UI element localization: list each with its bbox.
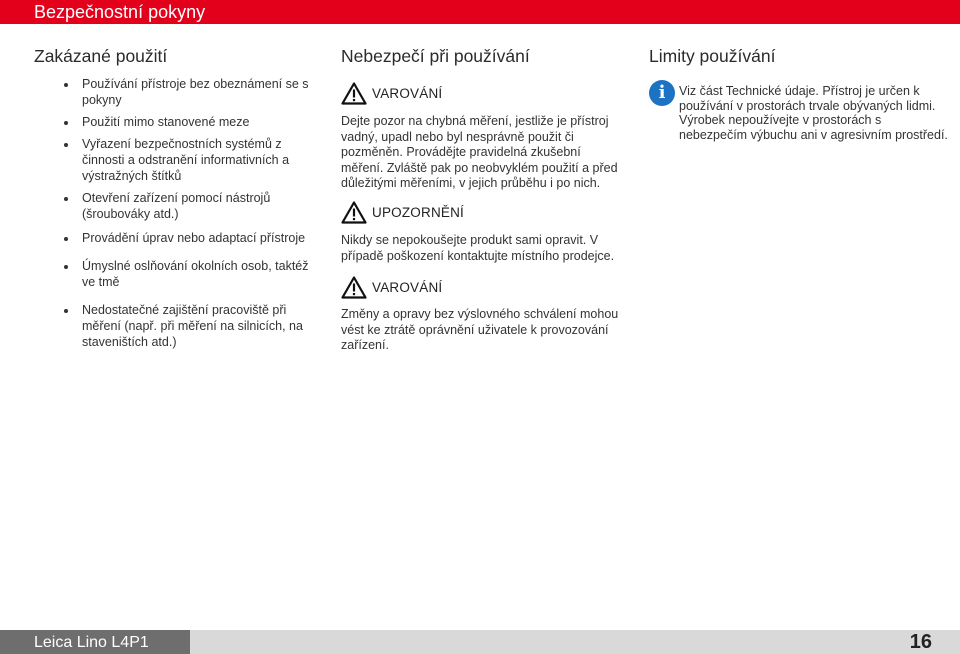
prohibited-use-list [64, 76, 314, 350]
warning-triangle-icon [341, 82, 367, 105]
warning-label: VAROVÁNÍ [372, 280, 443, 295]
warning-triangle-icon [341, 276, 367, 299]
list-item: Provádění úprav nebo adaptací přístroje [64, 230, 314, 246]
warning-label: VAROVÁNÍ [372, 86, 443, 101]
warning-text: Dejte pozor na chybná měření, jestliže je přístroj vadný, upadl nebo byl nesprávně použit či pozměněn. Provádějte pravidelná zkušební měření. Zvláště pak po neobvyklém použití a před důležitými měřeními, v jejich průběhu i po nich. [341, 114, 618, 190]
limits-heading: Limity používání [649, 46, 776, 66]
limits-text: Viz část Technické údaje. Přístroj je určen k používání v prostorách trvale obývaných lidmi. Výrobek nepoužívejte v prostorách s nebezpečím výbuchu ani v agresivním prostředí. [679, 84, 948, 142]
hazards-heading: Nebezpečí při používání [341, 46, 530, 66]
list-item: Nedostatečné zajištění pracoviště při měření (např. při měření na silnicích, na staveništích atd.) [64, 302, 314, 350]
list-item: Použití mimo stanovené meze [64, 114, 314, 130]
warning-text: Změny a opravy bez výslovného schválení mohou vést ke ztrátě oprávnění uživatele k provozování zařízení. [341, 307, 619, 352]
list-item: Úmyslné oslňování okolních osob, taktéž ve tmě [64, 258, 314, 290]
warning-triangle-icon [341, 201, 367, 224]
list-item: Vyřazení bezpečnostních systémů z činnosti a odstranění informativních a výstražných štítků [64, 136, 314, 184]
page-title: Bezpečnostní pokyny [34, 2, 206, 22]
page-number: 16 [909, 631, 932, 653]
list-item: Používání přístroje bez obeznámení se s pokyny [64, 76, 314, 108]
list-item: Otevření zařízení pomocí nástrojů (šroubováky atd.) [64, 190, 314, 222]
caution-text: Nikdy se nepokoušejte produkt sami opravit. V případě poškození kontaktujte místního prodejce. [341, 233, 615, 263]
info-icon [649, 80, 675, 106]
info-icon-glyph: i [658, 82, 666, 103]
prohibited-use-heading: Zakázané použití [34, 46, 168, 66]
footer-product-name: Leica Lino L4P1 [34, 634, 149, 651]
caution-label: UPOZORNĚNÍ [372, 205, 465, 220]
